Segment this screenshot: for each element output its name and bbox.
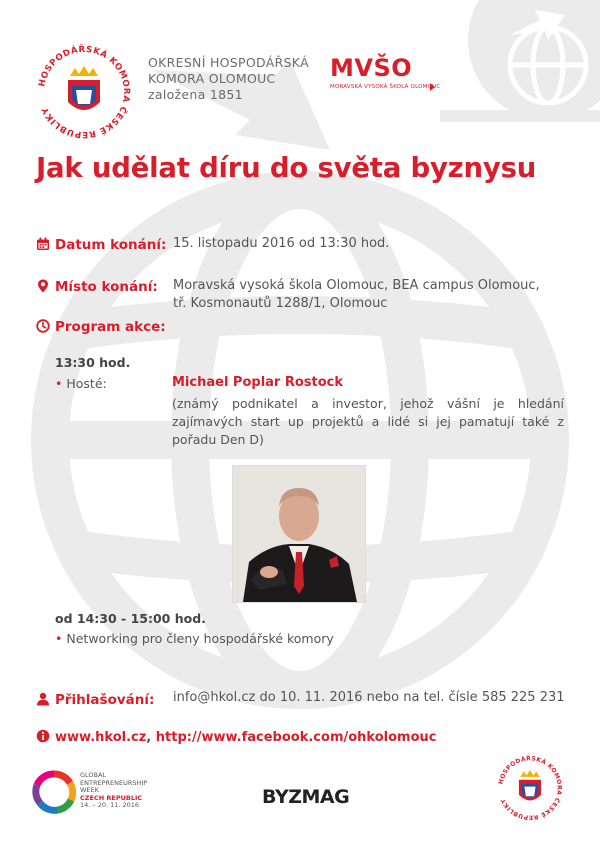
event-title: Jak udělat díru do světa byznysu bbox=[36, 152, 537, 184]
place-label: Místo konání: bbox=[55, 279, 158, 295]
gew-line5: 14. – 20. 11. 2016 bbox=[80, 801, 140, 809]
chamber-name-line2: KOMORA OLOMOUC bbox=[148, 71, 276, 86]
gew-line2: ENTREPRENEURSHIP bbox=[80, 778, 148, 787]
map-pin-icon bbox=[36, 279, 50, 293]
guests-label: Hosté: bbox=[66, 376, 107, 391]
gew-line1: GLOBAL bbox=[80, 771, 107, 779]
mvso-arrow-icon bbox=[430, 83, 435, 91]
chamber-seal-logo-small bbox=[494, 752, 566, 824]
registration-value[interactable]: info@hkol.cz do 10. 11. 2016 nebo na tel. čísle 585 225 231 bbox=[173, 690, 565, 705]
byzmag-logo: BYZMAG bbox=[262, 786, 350, 808]
chamber-seal-logo bbox=[32, 40, 136, 144]
gew-line3: WEEK bbox=[80, 786, 99, 794]
guest-name: Michael Poplar Rostock bbox=[172, 375, 344, 390]
gew-text bbox=[80, 772, 147, 810]
networking-text: Networking pro členy hospodářské komory bbox=[66, 631, 334, 646]
date-value: 15. listopadu 2016 od 13:30 hod. bbox=[173, 236, 390, 251]
chamber-founded: založena 1851 bbox=[148, 87, 243, 102]
facebook-link[interactable]: http://www.facebook.com/ohkolomouc bbox=[155, 730, 437, 745]
program-label: Program akce: bbox=[55, 319, 166, 335]
website-link[interactable]: www.hkol.cz bbox=[55, 730, 147, 745]
place-row bbox=[36, 276, 158, 295]
slot2-item bbox=[55, 631, 334, 646]
slot1-guests bbox=[55, 376, 107, 391]
mvso-full-name: MORAVSKÁ VYSOKÁ ŠKOLA OLOMOUC bbox=[330, 84, 441, 90]
calendar-icon bbox=[36, 237, 50, 251]
registration-row bbox=[36, 689, 154, 708]
chamber-name bbox=[148, 55, 309, 103]
guest-photo bbox=[232, 465, 366, 603]
svg-text:HOSPODÁŘSKÁ KOMORA ČESKÉ REPUB: HOSPODÁŘSKÁ KOMORA ČESKÉ REPUBLIKY bbox=[497, 755, 563, 821]
bullet-icon: • bbox=[55, 376, 63, 391]
svg-text:HOSPODÁŘSKÁ KOMORA ČESKÉ REPUB: HOSPODÁŘSKÁ KOMORA ČESKÉ REPUBLIKY bbox=[37, 44, 132, 140]
mvso-logo-text: MVŠO bbox=[330, 54, 413, 82]
slot2-time: od 14:30 - 15:00 hod. bbox=[55, 611, 206, 626]
gew-circle-icon bbox=[32, 770, 76, 814]
guest-description: (známý podnikatel a investor, jehož vášní je hledání zajímavých start up projektů a lidé si jej pamatují také z pořadu Den D) bbox=[172, 396, 564, 447]
place-value-line2: tř. Kosmonautů 1288/1, Olomouc bbox=[173, 296, 388, 311]
registration-label: Přihlašování: bbox=[55, 692, 155, 708]
place-value-line1: Moravská vysoká škola Olomouc, BEA campus Olomouc, bbox=[173, 278, 540, 293]
gew-line4: CZECH REPUBLIC bbox=[80, 793, 143, 802]
slot1-time: 13:30 hod. bbox=[55, 355, 131, 370]
clock-icon bbox=[36, 319, 50, 333]
gew-logo bbox=[32, 770, 148, 818]
guest-portrait-image bbox=[233, 466, 365, 602]
links-separator: , bbox=[146, 730, 152, 745]
chamber-name-line1: OKRESNÍ HOSPODÁŘSKÁ bbox=[148, 55, 309, 70]
links-row bbox=[36, 729, 436, 745]
mvso-logo bbox=[330, 56, 440, 90]
person-icon bbox=[36, 692, 50, 706]
info-icon bbox=[36, 729, 50, 743]
date-label: Datum konání: bbox=[55, 237, 167, 253]
bullet-icon: • bbox=[55, 631, 63, 646]
date-row bbox=[36, 234, 166, 253]
program-row bbox=[36, 316, 166, 335]
place-value bbox=[173, 277, 540, 313]
